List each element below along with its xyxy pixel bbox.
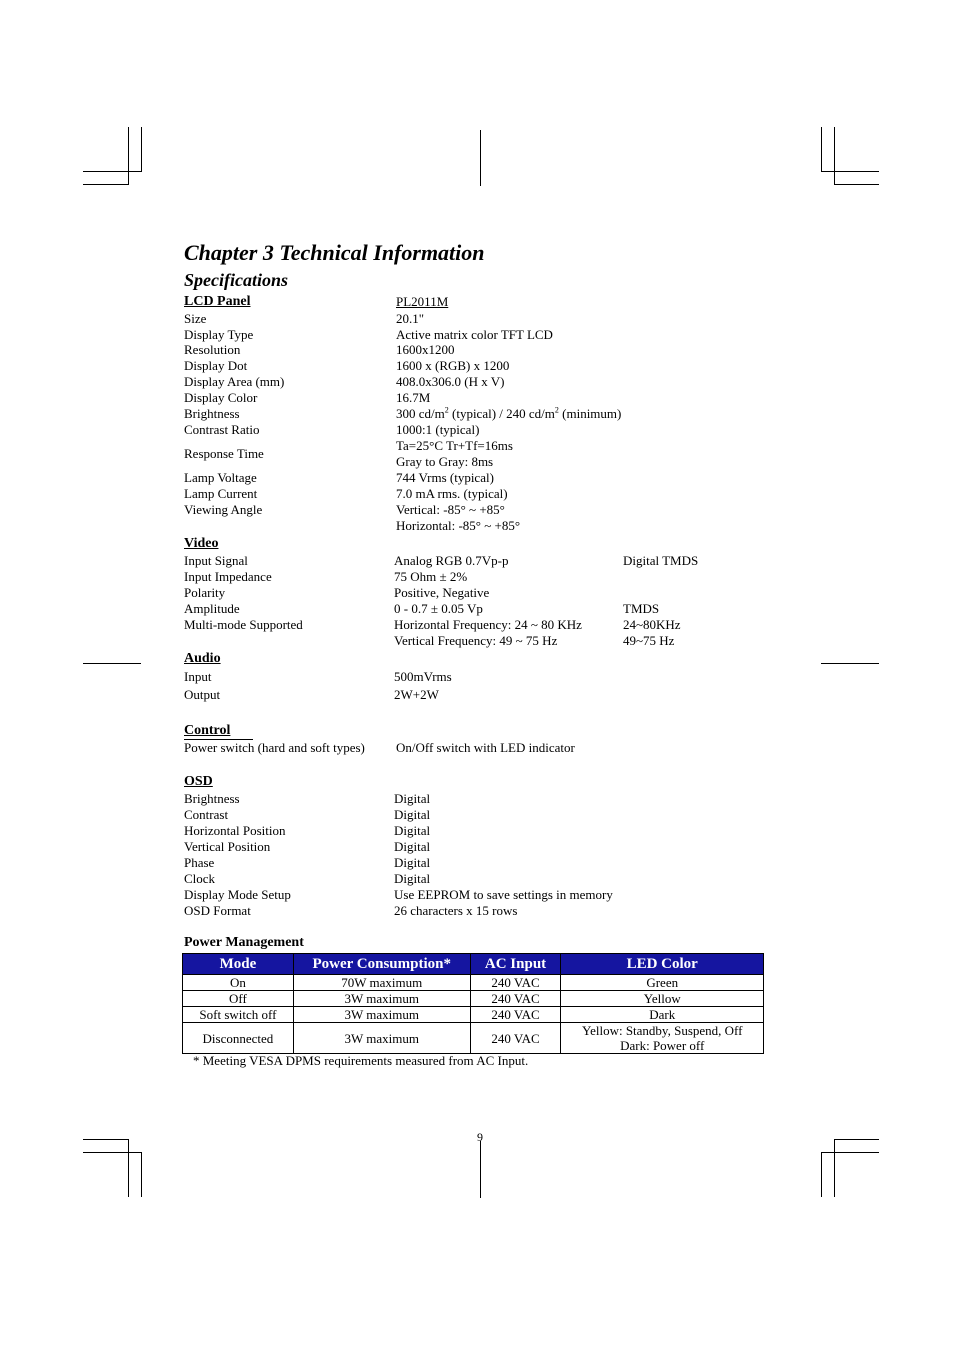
- page-number: 9: [477, 1130, 483, 1144]
- model-name: PL2011M: [396, 294, 449, 309]
- spec-label: OSD Format: [184, 903, 251, 918]
- column-header: Power Consumption*: [293, 954, 470, 975]
- table-cell: Green: [561, 975, 764, 991]
- spec-value: 16.7M: [396, 390, 431, 405]
- analog-value: Analog RGB 0.7Vp-p: [394, 553, 509, 568]
- led-color-line: Yellow: Standby, Suspend, Off: [581, 1023, 743, 1038]
- spec-label: Viewing Angle: [184, 502, 263, 517]
- spec-value: 1000:1 (typical): [396, 422, 480, 437]
- spec-label: Polarity: [184, 585, 226, 600]
- analog-value: 0 - 0.7 ± 0.05 Vp: [394, 601, 483, 616]
- video-heading: Video: [184, 536, 219, 551]
- spec-label: Display Color: [184, 390, 258, 405]
- table-row: [183, 975, 764, 991]
- spec-label: Size: [184, 311, 207, 326]
- spec-value: Digital: [394, 823, 431, 838]
- spec-label: Response Time: [184, 446, 264, 461]
- power-table: [182, 953, 764, 1054]
- spec-label: Multi-mode Supported: [184, 617, 303, 632]
- column-header: Mode: [183, 954, 294, 975]
- spec-value: 20.1": [396, 311, 425, 326]
- spec-label: Display Area (mm): [184, 374, 285, 389]
- spec-value: On/Off switch with LED indicator: [396, 740, 575, 755]
- table-cell: Off: [183, 991, 294, 1007]
- spec-label: Brightness: [184, 791, 240, 806]
- table-cell: On: [183, 975, 294, 991]
- osd-heading: OSD: [184, 774, 213, 789]
- spec-value: Gray to Gray: 8ms: [396, 454, 494, 469]
- digital-value: 24~80KHz: [623, 617, 681, 632]
- spec-label: Clock: [184, 871, 216, 886]
- table-cell: Soft switch off: [183, 1007, 294, 1023]
- spec-value: Digital: [394, 855, 431, 870]
- digital-value: Digital TMDS: [623, 553, 699, 568]
- spec-value: 408.0x306.0 (H x V): [396, 374, 505, 389]
- spec-value: Use EEPROM to save settings in memory: [394, 887, 613, 902]
- spec-value: Digital: [394, 791, 431, 806]
- spec-value: Horizontal: -85° ~ +85°: [396, 518, 521, 533]
- analog-value: Positive, Negative: [394, 585, 490, 600]
- spec-value: 7.0 mA rms. (typical): [396, 486, 508, 501]
- power-heading: Power Management: [184, 935, 304, 950]
- spec-value: 26 characters x 15 rows: [394, 903, 518, 918]
- spec-value: Vertical: -85° ~ +85°: [396, 502, 505, 517]
- table-cell: Yellow: [561, 991, 764, 1007]
- spec-label: Contrast: [184, 807, 229, 822]
- spec-label: Lamp Current: [184, 486, 258, 501]
- spec-value: Digital: [394, 839, 431, 854]
- table-cell: 3W maximum: [293, 991, 470, 1007]
- spec-label: Vertical Position: [184, 839, 271, 854]
- spec-label: Input Impedance: [184, 569, 272, 584]
- column-header: AC Input: [470, 954, 561, 975]
- table-row: [183, 1007, 764, 1023]
- table-cell: [561, 1023, 764, 1054]
- table-cell: Dark: [561, 1007, 764, 1023]
- table-cell: Disconnected: [183, 1023, 294, 1054]
- table-row: [183, 1023, 764, 1054]
- digital-value: 49~75 Hz: [623, 633, 675, 648]
- spec-label: Brightness: [184, 406, 240, 421]
- spec-value: 1600x1200: [396, 342, 455, 357]
- led-color-line: Dark: Power off: [620, 1038, 705, 1053]
- spec-label: Display Type: [184, 327, 254, 342]
- table-cell: 70W maximum: [293, 975, 470, 991]
- lcd-heading: LCD Panel: [184, 294, 251, 309]
- column-header: LED Color: [561, 954, 764, 975]
- table-cell: 240 VAC: [470, 975, 561, 991]
- spec-value: Active matrix color TFT LCD: [396, 327, 553, 342]
- spec-value: Digital: [394, 871, 431, 886]
- table-cell: 3W maximum: [293, 1007, 470, 1023]
- section-title: Specifications: [184, 270, 288, 290]
- chapter-title: Chapter 3 Technical Information: [184, 240, 485, 265]
- table-cell: 240 VAC: [470, 1007, 561, 1023]
- spec-label: Output: [184, 687, 221, 702]
- digital-value: TMDS: [623, 601, 660, 616]
- spec-value: 500mVrms: [394, 669, 452, 684]
- spec-label: Amplitude: [184, 601, 240, 616]
- control-heading: Control: [184, 723, 231, 738]
- spec-value: 2W+2W: [394, 687, 439, 702]
- spec-value: Digital: [394, 807, 431, 822]
- footnote: * Meeting VESA DPMS requirements measured from AC Input.: [193, 1053, 529, 1068]
- analog-value: 75 Ohm ± 2%: [394, 569, 468, 584]
- table-row: [183, 991, 764, 1007]
- spec-label: Input Signal: [184, 553, 248, 568]
- spec-value: 1600 x (RGB) x 1200: [396, 358, 510, 373]
- spec-label: Display Dot: [184, 358, 248, 373]
- table-cell: 240 VAC: [470, 991, 561, 1007]
- spec-value: 744 Vrms (typical): [396, 470, 494, 485]
- table-cell: 240 VAC: [470, 1023, 561, 1054]
- spec-label: Contrast Ratio: [184, 422, 260, 437]
- spec-value: Ta=25°C Tr+Tf=16ms: [396, 438, 513, 453]
- spec-label: Display Mode Setup: [184, 887, 291, 902]
- spec-label: Phase: [184, 855, 215, 870]
- brightness-value: 300 $cd/m^2$ (typical) / 240 $cd/m^2$ (minimum): [396, 405, 622, 421]
- spec-label: Lamp Voltage: [184, 470, 257, 485]
- audio-heading: Audio: [184, 651, 221, 666]
- analog-value: Horizontal Frequency: 24 ~ 80 KHz: [394, 617, 582, 632]
- spec-label: Horizontal Position: [184, 823, 286, 838]
- table-header-row: [183, 954, 764, 975]
- spec-label: Input: [184, 669, 212, 684]
- analog-value: Vertical Frequency: 49 ~ 75 Hz: [394, 633, 558, 648]
- spec-label: Power switch (hard and soft types): [184, 740, 365, 755]
- table-cell: 3W maximum: [293, 1023, 470, 1054]
- spec-label: Resolution: [184, 342, 241, 357]
